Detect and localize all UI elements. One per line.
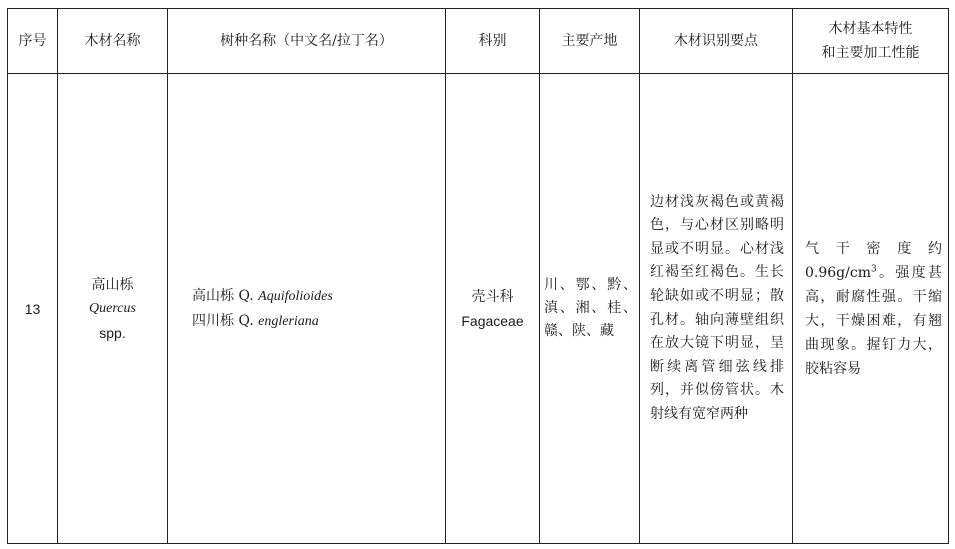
- cell-identification: 边材浅灰褐色或黄褐色，与心材区别略明显或不明显。心材浅红褐至红褐色。生长轮缺如或不明显；散孔材。轴向薄壁组织在放大镜下明显，呈断续离管细弦线排列，并似傍管状。木射线有宽窄两种: [640, 74, 793, 544]
- header-properties: [793, 9, 949, 74]
- species-1-latin: Aquifolioides: [258, 288, 333, 304]
- wood-species-table: [7, 8, 949, 544]
- table-row: [8, 74, 949, 544]
- wood-name-cn: 高山栎: [91, 276, 134, 293]
- properties-part-a: 气干密度约 0.96g/cm: [805, 240, 942, 281]
- cell-origin: 川、鄂、黔、滇、湘、桂、赣、陕、藏: [540, 74, 640, 544]
- species-2: [192, 309, 445, 334]
- family-latin: Fagaceae: [461, 312, 524, 329]
- header-wood-name: 木材名称: [58, 9, 168, 74]
- header-properties-line2: 和主要加工性能: [821, 45, 920, 61]
- cell-properties: [793, 74, 949, 544]
- header-family: 科别: [446, 9, 540, 74]
- header-seq: 序号: [8, 9, 58, 74]
- species-1-cn: 高山栎 Q.: [192, 287, 254, 304]
- wood-name-spp: spp.: [99, 324, 126, 341]
- header-properties-line1: 木材基本特性: [828, 21, 913, 37]
- header-species-name: 树种名称（中文名/拉丁名）: [168, 9, 446, 74]
- species-2-latin: engleriana: [258, 313, 319, 329]
- header-origin: 主要产地: [540, 9, 640, 74]
- properties-superscript: 3: [870, 263, 877, 274]
- properties-part-b: 。强度甚高，耐腐性强。干缩大，干燥困难，有翘曲现象。握钉力大，胶粘容易: [805, 264, 942, 377]
- table-header-row: [8, 9, 949, 74]
- species-1: [192, 284, 445, 309]
- species-2-cn: 四川栎 Q.: [192, 312, 254, 329]
- cell-seq: 13: [8, 74, 58, 544]
- family-cn: 壳斗科: [471, 288, 514, 305]
- cell-family: [446, 74, 540, 544]
- cell-species-name: [168, 74, 446, 544]
- header-identification: 木材识别要点: [640, 9, 793, 74]
- cell-wood-name: [58, 74, 168, 544]
- wood-name-latin: Quercus: [89, 300, 136, 316]
